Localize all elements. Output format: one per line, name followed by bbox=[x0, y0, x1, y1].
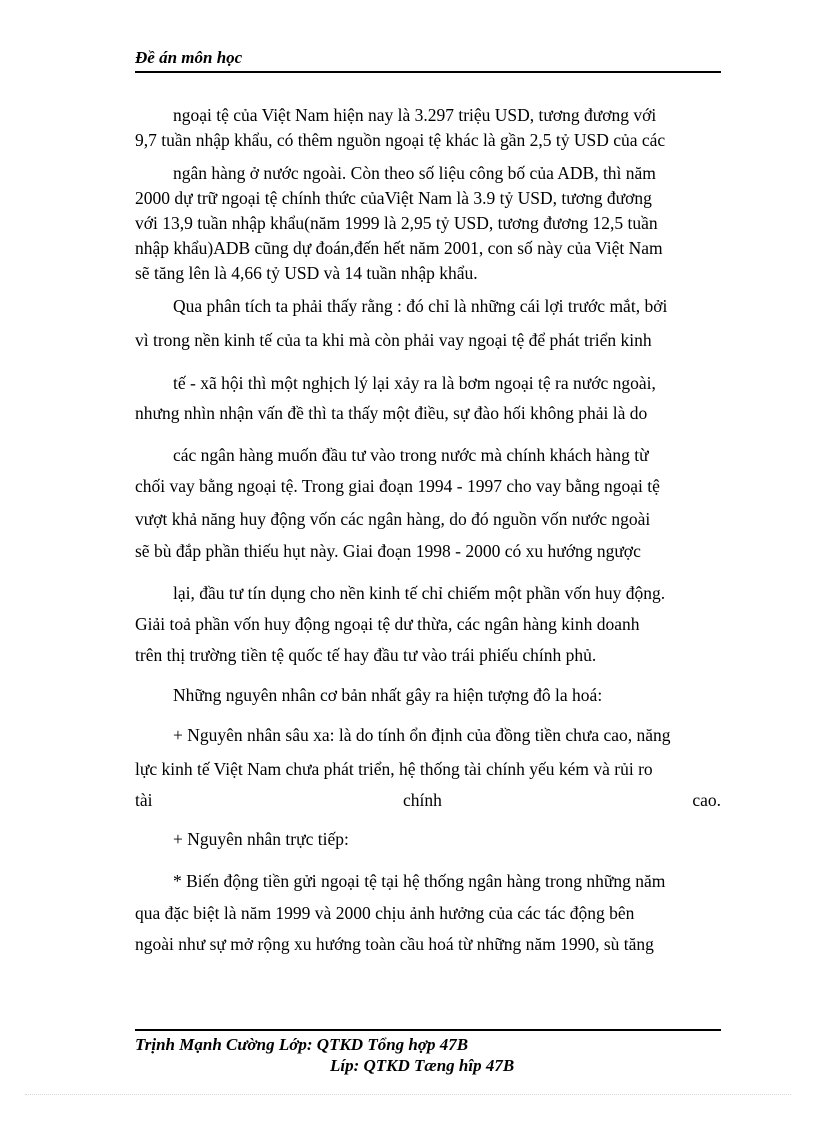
text-line: lại, đầu tư tín dụng cho nền kinh tế chỉ chiếm một phần vốn huy động. bbox=[173, 583, 666, 603]
text-line: vượt khả năng huy động vốn các ngân hàng, do đó nguồn vốn nước ngoài bbox=[135, 509, 651, 529]
text-line: qua đặc biệt là năm 1999 và 2000 chịu ảnh hưởng của các tác động bên bbox=[135, 903, 635, 923]
text-line: nhưng nhìn nhận vấn đề thì ta thấy một điều, sự đào hối không phải là do bbox=[135, 403, 648, 423]
spread-text-line bbox=[135, 789, 721, 811]
text-line: nhập khẩu)ADB cũng dự đoán,đến hết năm 2001, con số này của Việt Nam bbox=[135, 238, 663, 258]
text-line: 2000 dự trữ ngoại tệ chính thức củaViệt Nam là 3.9 tỷ USD, tương đương bbox=[135, 188, 652, 208]
header-rule bbox=[135, 71, 721, 73]
text-line: ngân hàng ở nước ngoài. Còn theo số liệu công bố của ADB, thì năm bbox=[173, 163, 656, 183]
text-line: + Nguyên nhân sâu xa: là do tính ổn định của đồng tiền chưa cao, năng bbox=[173, 725, 671, 745]
text-line: sẽ tăng lên là 4,66 tỷ USD và 14 tuần nhập khẩu. bbox=[135, 263, 478, 283]
spread-word: cao. bbox=[692, 790, 721, 810]
text-line: 9,7 tuần nhập khẩu, có thêm nguồn ngoại tệ khác là gần 2,5 tỷ USD của các bbox=[135, 130, 666, 150]
spread-word: chính bbox=[402, 790, 442, 810]
text-line: vì trong nền kinh tế của ta khi mà còn phải vay ngoại tệ để phát triển kinh bbox=[135, 330, 652, 350]
page-bottom-divider bbox=[25, 1094, 791, 1095]
text-line: sẽ bù đắp phần thiếu hụt này. Giai đoạn 1998 - 2000 có xu hướng ngược bbox=[135, 541, 641, 561]
spread-word: tài bbox=[135, 790, 153, 810]
text-line: với 13,9 tuần nhập khẩu(năm 1999 là 2,95 tỷ USD, tương đương 12,5 tuần bbox=[135, 213, 658, 233]
footer-rule bbox=[135, 1029, 721, 1031]
text-line: các ngân hàng muốn đầu tư vào trong nước mà chính khách hàng từ bbox=[173, 445, 649, 465]
text-line: Những nguyên nhân cơ bản nhất gây ra hiện tượng đô la hoá: bbox=[173, 685, 603, 705]
text-line: trên thị trường tiền tệ quốc tế hay đầu tư vào trái phiếu chính phủ. bbox=[135, 645, 597, 665]
text-line: * Biến động tiền gửi ngoại tệ tại hệ thống ngân hàng trong những năm bbox=[173, 871, 666, 891]
text-line: ngoại tệ của Việt Nam hiện nay là 3.297 triệu USD, tương đương với bbox=[173, 105, 657, 125]
text-line: lực kinh tế Việt Nam chưa phát triển, hệ thống tài chính yếu kém và rủi ro bbox=[135, 759, 653, 779]
header-title: Đề án môn học bbox=[135, 48, 243, 67]
text-line: + Nguyên nhân trực tiếp: bbox=[173, 829, 349, 849]
text-line: Giải toả phần vốn huy động ngoại tệ dư thừa, các ngân hàng kinh doanh bbox=[135, 614, 640, 634]
text-line: chối vay bằng ngoại tệ. Trong giai đoạn 1994 - 1997 cho vay bằng ngoại tệ bbox=[135, 476, 660, 496]
text-line: Qua phân tích ta phải thấy rằng : đó chỉ là những cái lợi trước mắt, bởi bbox=[173, 296, 668, 316]
footer-class-line: Líp: QTKD Tæng hîp 47B bbox=[330, 1056, 515, 1075]
footer-author-line: Trịnh Mạnh Cường Lớp: QTKD Tổng hợp 47B bbox=[135, 1035, 469, 1054]
text-line: ngoài như sự mở rộng xu hướng toàn cầu hoá từ những năm 1990, sù tăng bbox=[135, 934, 654, 954]
text-line: tế - xã hội thì một nghịch lý lại xảy ra là bơm ngoại tệ ra nước ngoài, bbox=[173, 373, 656, 393]
